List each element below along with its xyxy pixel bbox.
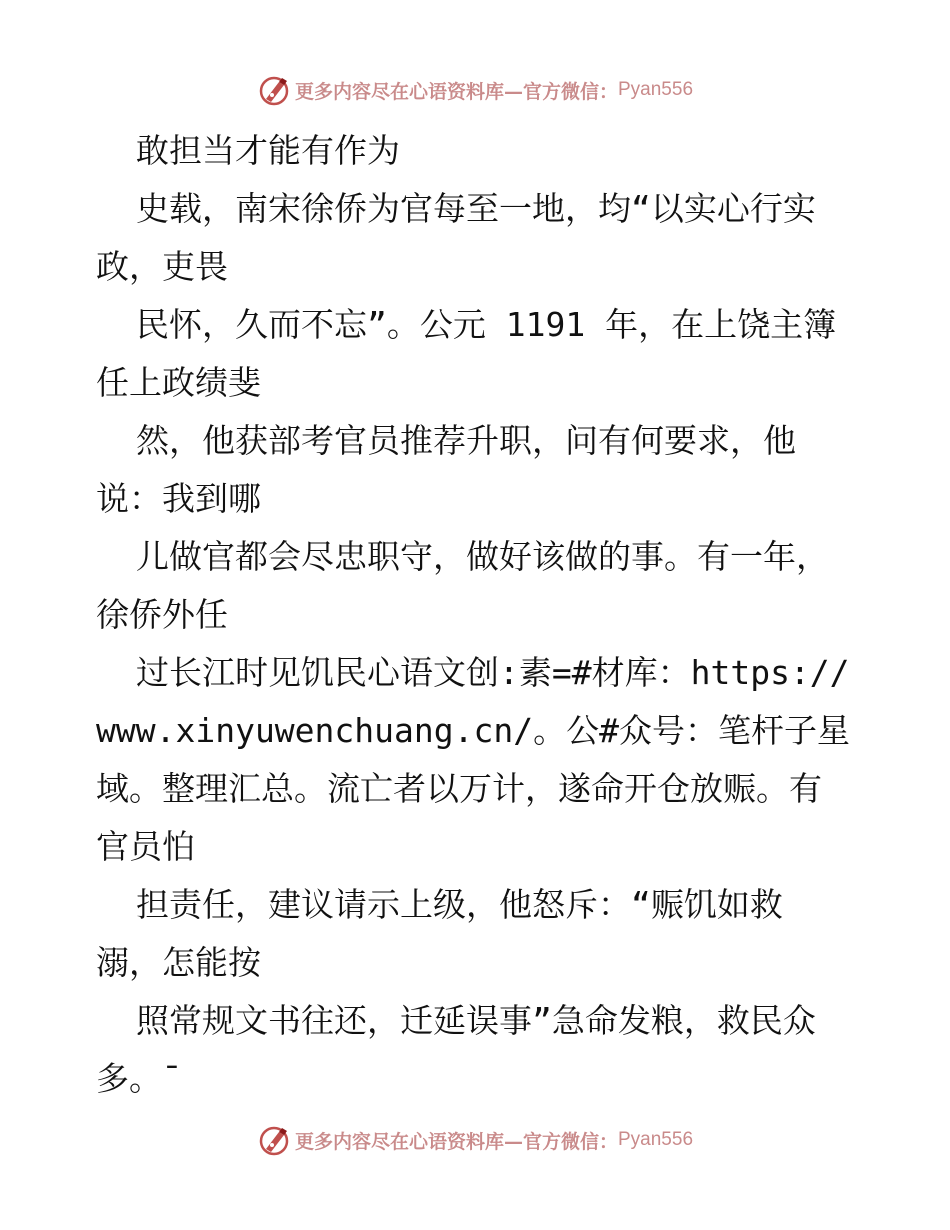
banner-wechat-id: Pyan556 [618,79,694,100]
paragraph-line: 担责任，建议请示上级，他怒斥：“赈饥如救 [136,885,783,924]
paragraph-line: www.xinyuwenchuang.cn/。公#众号：笔杆子星 [96,711,850,750]
paragraph-line: 照常规文书往还，迁延误事”急命发粮，救民众 [136,1001,816,1040]
document-body [96,122,866,1108]
document-title: 敢担当才能有作为 [136,131,400,170]
paragraph-line: 民怀，久而不忘”。公元 1191 年，在上饶主簿 [136,305,837,344]
header-banner [0,70,950,110]
trailing-mark: ¯ [162,1059,182,1098]
paragraph-line: 然，他获部考官员推荐升职，问有何要求，他 [136,421,796,460]
pen-nib-logo-icon [257,73,291,107]
banner-wechat-id: Pyan556 [618,1129,694,1150]
pen-nib-logo-icon [257,1123,291,1157]
banner-main-text: 更多内容尽在心语资料库— [294,1130,523,1153]
banner-main-text: 更多内容尽在心语资料库— [294,80,523,103]
paragraph-line-last [96,1050,866,1108]
paragraph-line: 官员怕 [96,827,195,866]
paragraph-line: 说：我到哪 [96,479,261,518]
paragraph-line: 儿做官都会尽忠职守，做好该做的事。有一年， [136,537,829,576]
footer-banner [0,1120,950,1160]
paragraph-line: 政，吏畏 [96,247,228,286]
paragraph-line: 域。整理汇总。流亡者以万计，遂命开仓放赈。有 [96,769,822,808]
banner-wechat-label: 官方微信： [522,80,618,103]
paragraph-line: 史载，南宋徐侨为官每至一地，均“以实心行实 [136,189,816,228]
banner-wechat-label: 官方微信： [522,1130,618,1153]
paragraph-line: 过长江时见饥民心语文创:素=#材库：https:// [136,653,850,692]
paragraph-line: 溺，怎能按 [96,943,261,982]
paragraph-line: 徐侨外任 [96,595,228,634]
last-line-text: 多。 [96,1059,162,1098]
paragraph-line: 任上政绩斐 [96,363,261,402]
